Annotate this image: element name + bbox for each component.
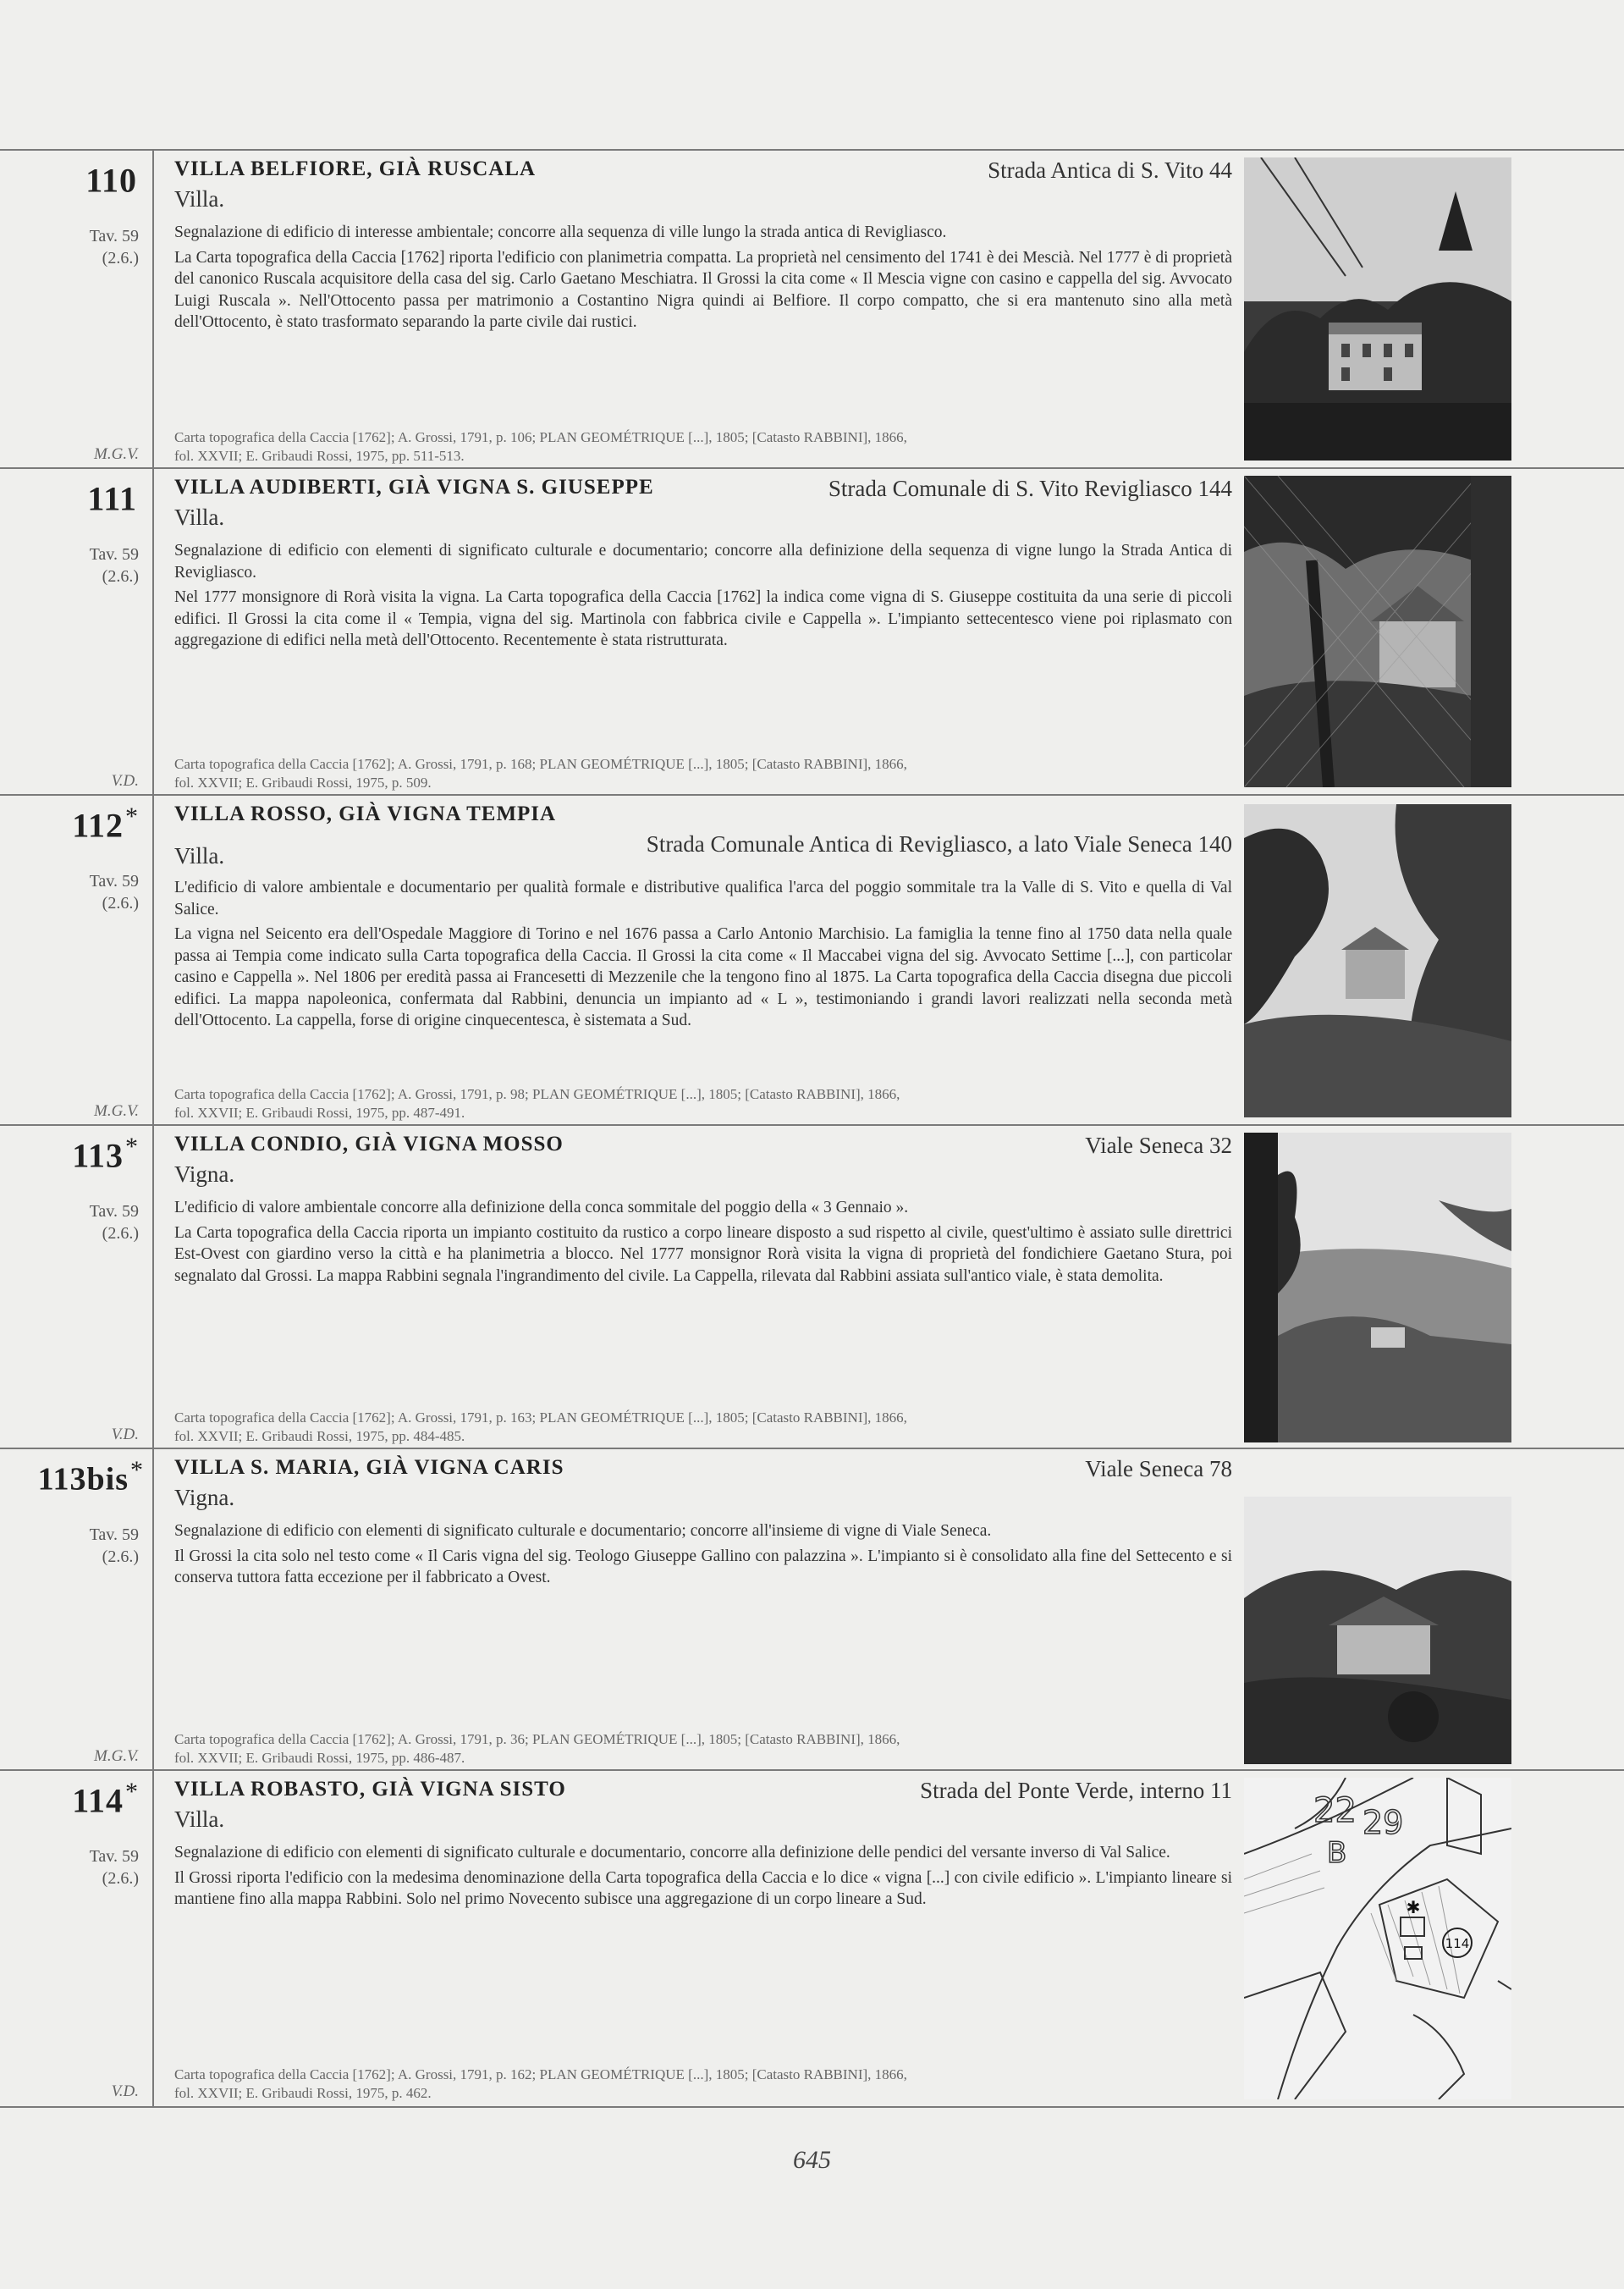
author-initials: M.G.V. (94, 1747, 139, 1765)
entry-number: 112* (72, 803, 139, 845)
villa-photo (1244, 804, 1511, 1117)
entry-header (174, 1133, 1232, 1161)
author-initials: V.D. (111, 2082, 139, 2100)
author-initials: V.D. (111, 1426, 139, 1443)
entry-body (174, 1520, 1232, 1592)
entry-113bis (0, 1448, 1624, 1771)
villa-photo (1244, 157, 1511, 461)
entry-margin (0, 796, 154, 1126)
paragraph: Nel 1777 monsignore di Rorà visita la vigna. La Carta topografica della Caccia [1762] la indica come vigna di S. Giuseppe costituita da una serie di piccoli edifici. Il Grossi la cita come il « Tempia, vigna del sig. Martinola con fabbrica civile e Cappella ». L'impianto settecentesco viene poi riplasmato con aggregazione di edifici nella metà dell'Ottocento. Recentemente è stata ristrutturata. (174, 588, 1232, 649)
villa-photo (1244, 1133, 1511, 1442)
bibliography: Carta topografica della Caccia [1762]; A. Grossi, 1791, p. 36; PLAN GEOMÉTRIQUE [...], 1805; [Catasto RABBINI], 1866, fol. XXVII; E. Gribaudi Rossi, 1975, pp. 486-487. (174, 1731, 900, 1766)
entry-title: VILLA ROSSO, GIÀ VIGNA TEMPIA (174, 803, 557, 825)
entry-address: Strada Comunale di S. Vito Revigliasco 144 (828, 476, 1232, 501)
plate-reference: Tav. 59 (2.6.) (89, 1525, 139, 1566)
plate-reference: Tav. 59 (2.6.) (89, 1847, 139, 1888)
entry-number: 111 (87, 479, 137, 518)
plate-reference: Tav. 59 (2.6.) (89, 227, 139, 268)
entry-number: 113* (72, 1133, 139, 1175)
entry-margin (0, 151, 154, 469)
entry-title: VILLA ROBASTO, GIÀ VIGNA SISTO (174, 1778, 566, 1801)
entry-address: Viale Seneca 32 (1085, 1133, 1232, 1158)
paragraph: L'edificio di valore ambientale e documentario per qualità formale e distributive qualifica l'arca del poggio sommitale tra la Valle di S. Vito e quella di Val Salice. (174, 879, 1232, 918)
cadastral-map (1244, 1778, 1511, 2099)
entry-111 (0, 467, 1624, 796)
entry-address: Strada Antica di S. Vito 44 (988, 157, 1232, 183)
entry-type: Vigna. (174, 1161, 235, 1187)
paragraph: Il Grossi riporta l'edificio con la medesima denominazione della Carta topografica della Caccia e lo dice « vigna [...] con civile edificio ». L'impianto lineare si mantiene fino alla mappa Rabbini. Solo nel primo Novecento subisce una aggregazione di un corpo lineare a Sud. (174, 1868, 1232, 1908)
entry-113 (0, 1124, 1624, 1449)
paragraph: La Carta topografica della Caccia riporta un impianto costituito da rustico a corpo lineare disposto a sud rispetto al civile, quest'ultimo è assiato sulle direttrici Est-Ovest con giardino verso la città e ha planimetria a blocco. Nel 1777 monsignor Rorà visita la vigna di proprietà del fondichiere Gaetano Stura, poi segnalato dal Grossi. La mappa Rabbini segnala l'ingrandimento del civile. La Cappella, rilevata dal Rabbini assiata sull'antico viale, è stata demolita. (174, 1223, 1232, 1285)
entry-text (174, 151, 1232, 469)
entry-text (174, 1449, 1232, 1771)
paragraph: La Carta topografica della Caccia [1762] riporta l'edificio con planimetria compatta. La proprietà nel censimento del 1741 è dei Mescià. Nel 1777 è di proprietà del canonico Ruscala acquisitore della casa del sig. Carlo Gaetano Meschiatra. Il Grossi la cita come « Il Mescia vigne con casino e cappella del sig. Avvocato Luigi Ruscala ». Nell'Ottocento passa per matrimonio a Costantino Nigra quindi ai Belfiore. Il corpo compatto, che si era mantenuto sino alla metà dell'Ottocento, è stato trasformato separando la parte civile dai rustici. (174, 248, 1232, 331)
entry-text (174, 1771, 1232, 2106)
bibliography: Carta topografica della Caccia [1762]; A. Grossi, 1791, p. 106; PLAN GEOMÉTRIQUE [...], 1805; [Catasto RABBINI], 1866, fol. XXVII; E. Gribaudi Rossi, 1975, pp. 511-513. (174, 429, 907, 464)
entry-type: Villa. (174, 505, 225, 530)
entry-address: Viale Seneca 78 (1085, 1456, 1232, 1481)
author-initials: M.G.V. (94, 1102, 139, 1120)
entry-type: Villa. (174, 1806, 225, 1832)
entry-margin (0, 1771, 154, 2106)
map-parcel-label: 114 (1445, 1936, 1470, 1951)
map-parcel-label: B (1327, 1836, 1347, 1870)
paragraph: Il Grossi la cita solo nel testo come « Il Caris vigna del sig. Teologo Giuseppe Gallino con palazzina ». L'impianto si è consolidato alla fine del Settecento e si conserva tuttora fatta eccezione per il fabbricato a Ovest. (174, 1547, 1232, 1586)
bibliography: Carta topografica della Caccia [1762]; A. Grossi, 1791, p. 163; PLAN GEOMÉTRIQUE [...], 1805; [Catasto RABBINI], 1866, fol. XXVII; E. Gribaudi Rossi, 1975, pp. 484-485. (174, 1409, 907, 1444)
entry-text (174, 1126, 1232, 1449)
villa-photo (1244, 1497, 1511, 1764)
page-number: 645 (793, 2146, 831, 2174)
plate-reference: Tav. 59 (2.6.) (89, 545, 139, 586)
entry-number: 110 (85, 161, 137, 200)
entry-margin (0, 1126, 154, 1449)
entry-header (174, 803, 1232, 862)
entry-type: Villa. (174, 843, 225, 869)
entry-address: Strada del Ponte Verde, interno 11 (920, 1778, 1232, 1803)
entry-header (174, 157, 1232, 186)
author-initials: M.G.V. (94, 445, 139, 463)
entry-body (174, 1842, 1232, 1914)
entry-header (174, 1456, 1232, 1485)
paragraph: Segnalazione di edificio con elementi di significato culturale e documentario; concorre all'insieme di vigne di Viale Seneca. (174, 1522, 992, 1540)
entry-body (174, 222, 1232, 337)
entry-text (174, 796, 1232, 1126)
entry-114 (0, 1769, 1624, 2108)
entry-body (174, 540, 1232, 655)
bibliography: Carta topografica della Caccia [1762]; A. Grossi, 1791, p. 98; PLAN GEOMÉTRIQUE [...], 1805; [Catasto RABBINI], 1866, fol. XXVII; E. Gribaudi Rossi, 1975, pp. 487-491. (174, 1086, 900, 1121)
paragraph: L'edificio di valore ambientale concorre alla definizione della conca sommitale del poggio della « 3 Gennaio ». (174, 1199, 909, 1216)
svg-text:✱: ✱ (1406, 1897, 1421, 1917)
entry-number: 114* (72, 1778, 139, 1820)
entry-title: VILLA CONDIO, GIÀ VIGNA MOSSO (174, 1133, 564, 1156)
entry-text (174, 469, 1232, 796)
entry-address: Strada Comunale Antica di Revigliasco, a lato Viale Seneca 140 (646, 831, 1232, 857)
bibliography: Carta topografica della Caccia [1762]; A. Grossi, 1791, p. 168; PLAN GEOMÉTRIQUE [...], 1805; [Catasto RABBINI], 1866, fol. XXVII; E. Gribaudi Rossi, 1975, p. 509. (174, 756, 907, 791)
villa-photo (1244, 476, 1511, 787)
paragraph: La vigna nel Seicento era dell'Ospedale Maggiore di Torino e nel 1676 passa a Carlo Antonio Marchisio. La famiglia la tenne fino al 1750 data nella quale passa ai Tempia come indicato sulla Carta topografica della Caccia. Il Grossi la cita come « Il Maccabei vigna del sig. Avvocato Settime [...], con particolar casino e Cappella ». Nel 1806 per eredità passa ai Francesetti di Mezzenile che la tengono fino al 1875. La Carta topografica della Caccia disegna due piccoli edifici. La mappa napoleonica, confermata dal Rabbini, denuncia un impianto ad « L », testimoniando i grandi lavori realizzati nella seconda metà dell'Ottocento. La cappella, forse di origine cinquecentesca, è sistemata a Sud. (174, 925, 1232, 1029)
author-initials: V.D. (111, 772, 139, 790)
entry-number: 113bis* (37, 1456, 144, 1498)
bibliography: Carta topografica della Caccia [1762]; A. Grossi, 1791, p. 162; PLAN GEOMÉTRIQUE [...], 1805; [Catasto RABBINI], 1866, fol. XXVII; E. Gribaudi Rossi, 1975, p. 462. (174, 2066, 907, 2101)
entry-header (174, 1778, 1232, 1806)
entry-title: VILLA AUDIBERTI, GIÀ VIGNA S. GIUSEPPE (174, 476, 654, 499)
entry-type: Vigna. (174, 1485, 235, 1510)
paragraph: Segnalazione di edificio di interesse ambientale; concorre alla sequenza di ville lungo la strada antica di Revigliasco. (174, 223, 947, 241)
entry-110 (0, 149, 1624, 469)
plate-reference: Tav. 59 (2.6.) (89, 1202, 139, 1243)
entry-margin (0, 469, 154, 796)
entry-body (174, 877, 1232, 1035)
entry-body (174, 1197, 1232, 1290)
map-parcel-label: 29 (1363, 1804, 1404, 1841)
paragraph: Segnalazione di edificio con elementi di significato culturale e documentario; concorre alla definizione della sequenza di vigne lungo la Strada Antica di Revigliasco. (174, 542, 1232, 582)
entry-title: VILLA S. MARIA, GIÀ VIGNA CARIS (174, 1456, 564, 1479)
plate-reference: Tav. 59 (2.6.) (89, 872, 139, 913)
paragraph: Segnalazione di edificio con elementi di significato culturale e documentario, concorre alla definizione delle pendici del versante inverso di Val Salice. (174, 1844, 1170, 1862)
entry-title: VILLA BELFIORE, GIÀ RUSCALA (174, 157, 537, 180)
map-parcel-label: 22 (1313, 1791, 1357, 1830)
entry-header (174, 476, 1232, 505)
entry-margin (0, 1449, 154, 1771)
entry-112 (0, 794, 1624, 1126)
entry-type: Villa. (174, 186, 225, 212)
